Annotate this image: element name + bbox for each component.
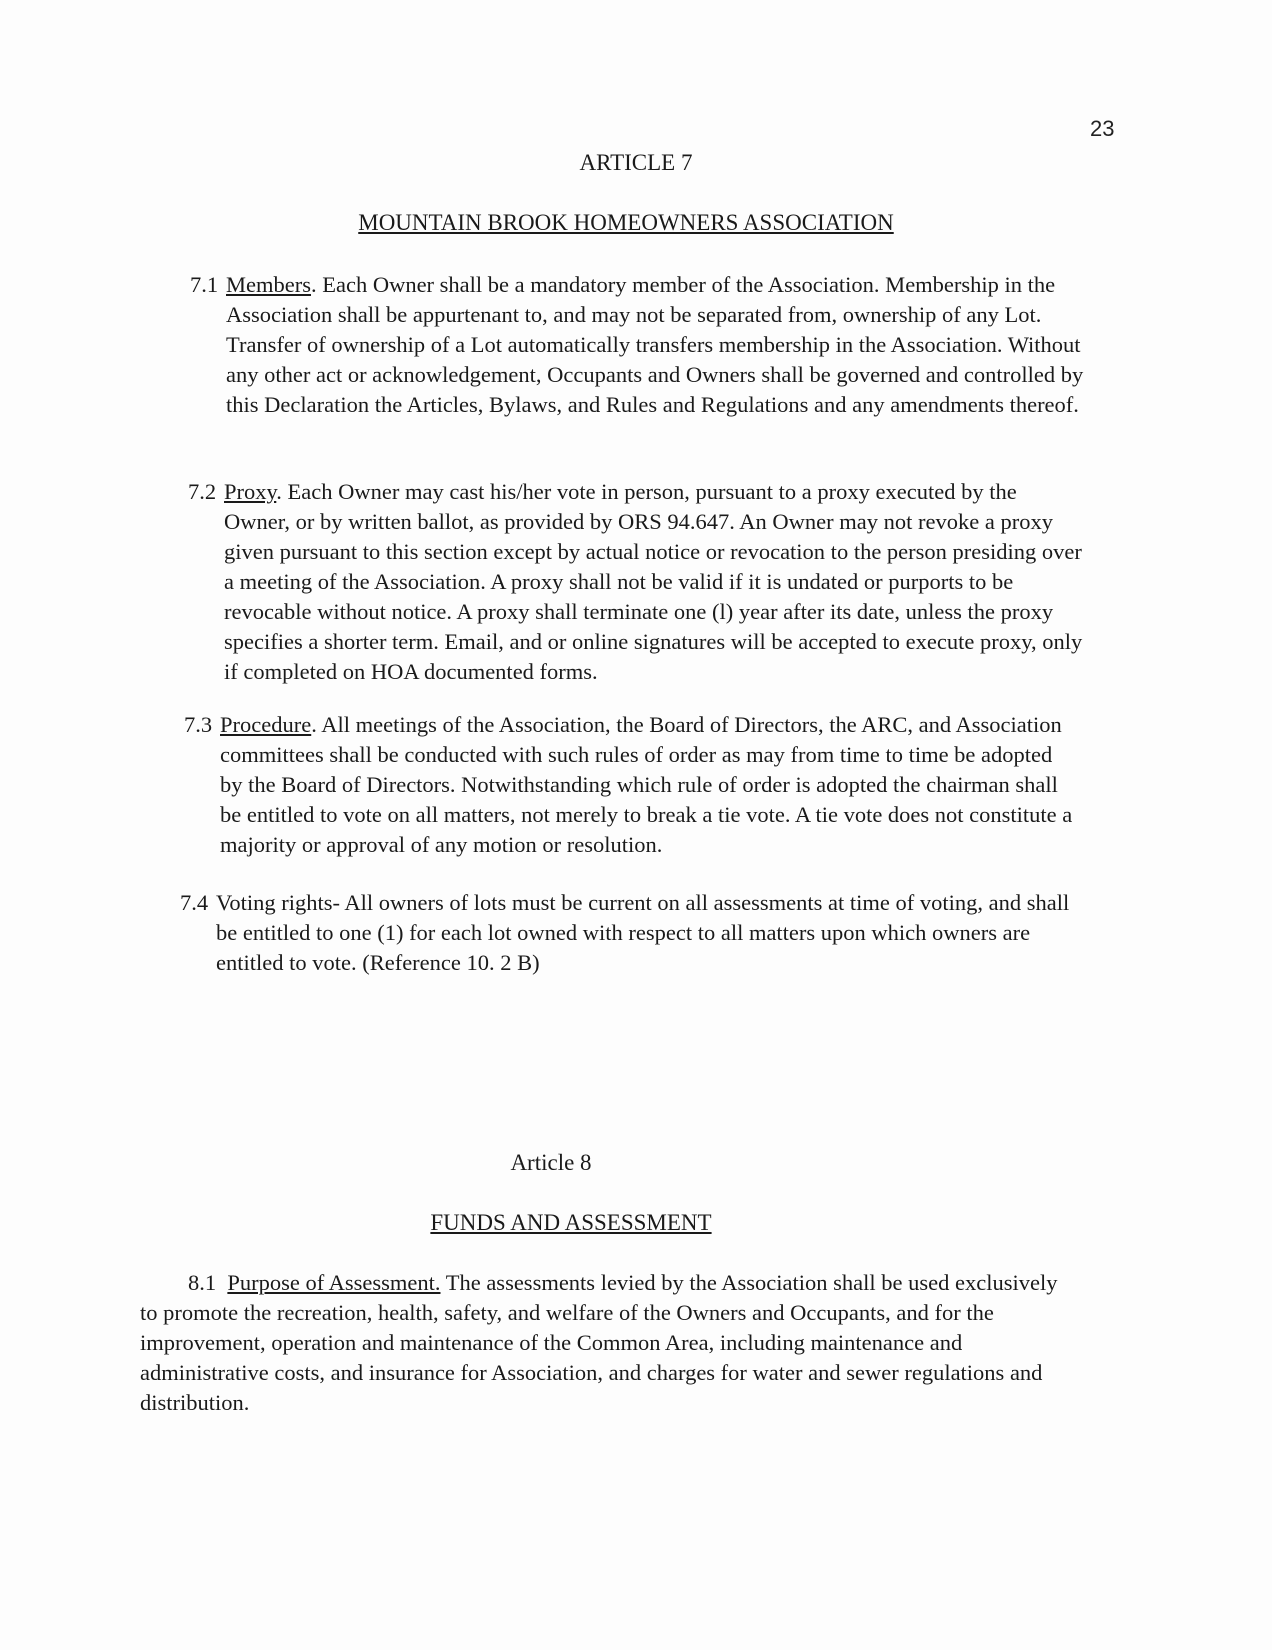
section-text: . All meetings of the Association, the Board of Directors, the ARC, and Association committees shall be conducted with such rules of order as may from time to time be adopted by the Board of Directors. Notwithstanding which rule of order is adopted the chairman shall be entitled to vote on all matters, not merely to break a tie vote. A tie vote does not constitute a majority or approval of any motion or resolution. [220,712,1073,857]
section-8-1 [140,1268,1060,1418]
section-body [184,710,1074,860]
section-title: Purpose of Assessment. [227,1270,441,1295]
section-title: Proxy [224,479,277,504]
article-8-heading: Article 8 [510,1150,592,1175]
section-number: 7.4 [180,890,209,915]
section-7-1 [190,270,1090,420]
article-8-title-text: FUNDS AND ASSESSMENT [430,1210,712,1235]
section-text: The assessments levied by the Association shall be used exclusively to promote the recreation, health, safety, and welfare of the Owners and Occupants, and for the improvement, operation and maintenance of the Common Area, including maintenance and administrative costs, and insurance for Association, and charges for water and sewer regulations and distribution. [140,1270,1058,1415]
section-7-3 [184,710,1074,860]
section-7-4 [180,888,1075,978]
section-number: 7.2 [188,479,217,504]
article-7-heading: ARTICLE 7 [579,150,693,175]
article-7-title-text: MOUNTAIN BROOK HOMEOWNERS ASSOCIATION [358,210,894,235]
article-8-title [0,1210,1207,1236]
section-title: Procedure [220,712,312,737]
article-7-title [0,210,1262,236]
section-title: Voting rights [216,890,333,915]
section-text: - All owners of lots must be current on all assessments at time of voting, and shall be entitled to one (1) for each lot owned with respect to all matters upon which owners are entitled to vote. (Reference 10. 2 B) [216,890,1070,975]
section-number: 7.1 [190,272,219,297]
section-7-2 [188,477,1088,687]
section-body [180,888,1075,978]
section-title: Members [226,272,311,297]
section-text: . Each Owner may cast his/her vote in person, pursuant to a proxy executed by the Owner, or by written ballot, as provided by ORS 94.647. An Owner may not revoke a proxy given pursuant to this section except by actual notice or revocation to the person presiding over a meeting of the Association. A proxy shall not be valid if it is undated or purports to be revocable without notice. A proxy shall terminate one (l) year after its date, unless the proxy specifies a shorter term. Email, and or online signatures will be accepted to execute proxy, only if completed on HOA documented forms. [224,479,1083,684]
section-text: . Each Owner shall be a mandatory member of the Association. Membership in the Association shall be appurtenant to, and may not be separated from, ownership of any Lot. Transfer of ownership of a Lot automatically transfers membership in the Association. Without any other act or acknowledgement, Occupants and Owners shall be governed and controlled by this Declaration the Articles, Bylaws, and Rules and Regulations and any amendments thereof. [226,272,1084,417]
section-number: 8.1 [188,1270,217,1295]
section-body [190,270,1090,420]
section-body [188,477,1088,687]
page-number: 23 [1090,116,1115,141]
section-number: 7.3 [184,712,213,737]
